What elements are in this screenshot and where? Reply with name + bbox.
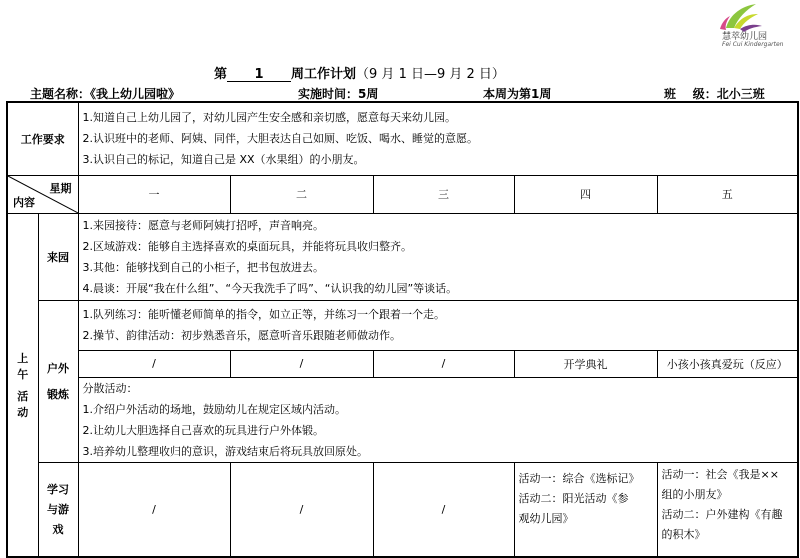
outdoor-items-row (7, 300, 798, 350)
requirements-content: 1.知道自己上幼儿园了，对幼儿园产生安全感和亲切感，愿意每天来幼儿园。 2.认识班中的老师、阿姨、同伴，大胆表达自己如厕、吃饭、喝水、睡觉的意愿。 3.认识自己的标记，知道自己是 XX（水果组）的小朋友。 (78, 102, 798, 175)
study-game-row (7, 462, 798, 557)
weekday-header-row (7, 175, 798, 213)
arrival-label: 来园 (38, 213, 78, 300)
arrival-row (7, 213, 798, 300)
weekly-plan-table (6, 101, 799, 558)
weekday-thu: 四 (514, 175, 657, 213)
this-week-field: 本周为第1周 (483, 87, 552, 101)
weekday-mon: 一 (78, 175, 230, 213)
free-activity-content: 分散活动： 1.介绍户外活动的场地，鼓励幼儿在规定区域内活动。 2.让幼儿大胆选择自己喜欢的玩具进行户外体锻。 3.培养幼儿整理收归的意识，游戏结束后将玩具放回原处。 (78, 377, 798, 462)
study-game-label: 学习 与游 戏 (38, 462, 78, 557)
weekday-wed: 三 (373, 175, 514, 213)
morning-activity-label: 上午 活动 (7, 213, 38, 557)
theme-field: 主题名称：《我上幼儿园啦》 (30, 87, 181, 101)
arrival-content: 1.来园接待：愿意与老师阿姨打招呼，声音响亮。 2.区域游戏：能够自主选择喜欢的桌面玩具，并能将玩具收归整齐。 3.其他：能够找到自己的小柜子，把书包放进去。 4.晨谈：开展“我在什么组”、“今天我洗手了吗”、“认识我的幼儿园”等谈话。 (78, 213, 798, 300)
outdoor-wed: / (373, 350, 514, 377)
diagonal-header-cell: 星期 内容 (7, 175, 78, 213)
weekday-tue: 二 (230, 175, 373, 213)
week-number: 1 (227, 69, 291, 82)
requirements-label: 工作要求 (7, 102, 78, 175)
study-tue: / (230, 462, 373, 557)
study-fri: 活动一：社会《我是×× 组的小朋友》 活动二：户外建构《有趣 的积木》 (657, 462, 798, 557)
study-mon: / (78, 462, 230, 557)
outdoor-days-row (7, 350, 798, 377)
free-activity-row (7, 377, 798, 462)
outdoor-content: 1.队列练习：能听懂老师简单的指令，如立正等，并练习一个跟着一个走。 2.操节、韵律活动：初步熟悉音乐，愿意听音乐跟随老师做动作。 (78, 300, 798, 350)
outdoor-thu: 开学典礼 (514, 350, 657, 377)
page-title: 第 1 周工作计划（9 月 1 日—9 月 2 日） (214, 67, 505, 82)
outdoor-fri: 小孩小孩真爱玩（反应） (657, 350, 798, 377)
study-thu: 活动一：综合《选标记》 活动二：阳光活动《参 观幼儿园》 (514, 462, 657, 557)
requirements-row (7, 102, 798, 175)
class-field: 班 级：北小三班 (664, 87, 765, 101)
outdoor-mon: / (78, 350, 230, 377)
study-wed: / (373, 462, 514, 557)
logo-name: 慧萃幼儿园 (722, 32, 768, 42)
logo-subtitle: Fei Cui Kindergarten (722, 41, 784, 48)
outdoor-tue: / (230, 350, 373, 377)
weekday-fri: 五 (657, 175, 798, 213)
outdoor-label: 户外 锻炼 (38, 300, 78, 462)
time-field: 实施时间：5周 (298, 87, 379, 101)
